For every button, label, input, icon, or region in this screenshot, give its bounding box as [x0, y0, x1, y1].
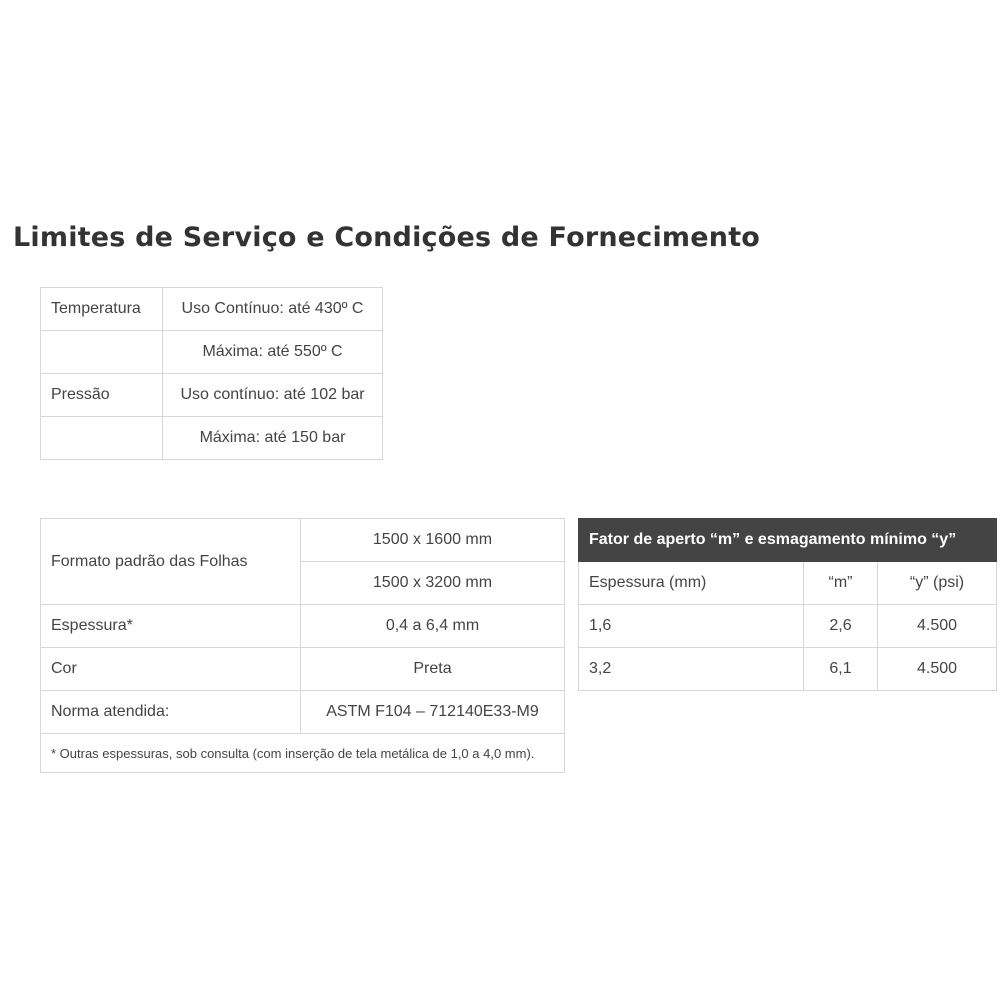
limit-value-temperatura-maxima: Máxima: até 550º C	[163, 331, 383, 374]
supply-label-norma: Norma atendida:	[41, 691, 301, 734]
supply-label-espessura: Espessura*	[41, 605, 301, 648]
factor-cell-y: 4.500	[878, 648, 997, 691]
supply-value-cor: Preta	[301, 648, 565, 691]
gasket-factor-table	[578, 518, 997, 691]
supply-value-formato-1: 1500 x 1600 mm	[301, 519, 565, 562]
supply-value-formato-2: 1500 x 3200 mm	[301, 562, 565, 605]
table-row	[41, 519, 565, 562]
factor-cell-y: 4.500	[878, 605, 997, 648]
factor-cell-espessura: 3,2	[579, 648, 804, 691]
table-row	[579, 648, 997, 691]
limit-value-pressao-continuo: Uso contínuo: até 102 bar	[163, 374, 383, 417]
factor-cell-m: 2,6	[804, 605, 878, 648]
limit-value-temperatura-continuo: Uso Contínuo: até 430º C	[163, 288, 383, 331]
limit-value-pressao-maxima: Máxima: até 150 bar	[163, 417, 383, 460]
limit-label-temperatura: Temperatura	[41, 288, 163, 331]
table-row	[579, 605, 997, 648]
supply-conditions-table	[40, 518, 565, 773]
table-header-row	[579, 519, 997, 562]
factor-cell-m: 6,1	[804, 648, 878, 691]
supply-footnote: * Outras espessuras, sob consulta (com inserção de tela metálica de 1,0 a 4,0 mm).	[41, 734, 565, 773]
supply-label-formato: Formato padrão das Folhas	[41, 519, 301, 605]
factor-table-header: Fator de aperto “m” e esmagamento mínimo “y”	[579, 519, 997, 562]
table-row	[41, 417, 383, 460]
table-row	[579, 562, 997, 605]
limit-label-empty	[41, 417, 163, 460]
table-row	[41, 374, 383, 417]
page-title: Limites de Serviço e Condições de Fornecimento	[13, 222, 761, 253]
table-row	[41, 288, 383, 331]
supply-value-espessura: 0,4 a 6,4 mm	[301, 605, 565, 648]
table-row	[41, 331, 383, 374]
service-limits-table	[40, 287, 383, 460]
column-header-espessura: Espessura (mm)	[579, 562, 804, 605]
supply-label-cor: Cor	[41, 648, 301, 691]
column-header-m: “m”	[804, 562, 878, 605]
supply-value-norma: ASTM F104 – 712140E33-M9	[301, 691, 565, 734]
table-row	[41, 605, 565, 648]
limit-label-pressao: Pressão	[41, 374, 163, 417]
table-row	[41, 691, 565, 734]
limit-label-empty	[41, 331, 163, 374]
factor-cell-espessura: 1,6	[579, 605, 804, 648]
table-row	[41, 734, 565, 773]
column-header-y: “y” (psi)	[878, 562, 997, 605]
table-row	[41, 648, 565, 691]
